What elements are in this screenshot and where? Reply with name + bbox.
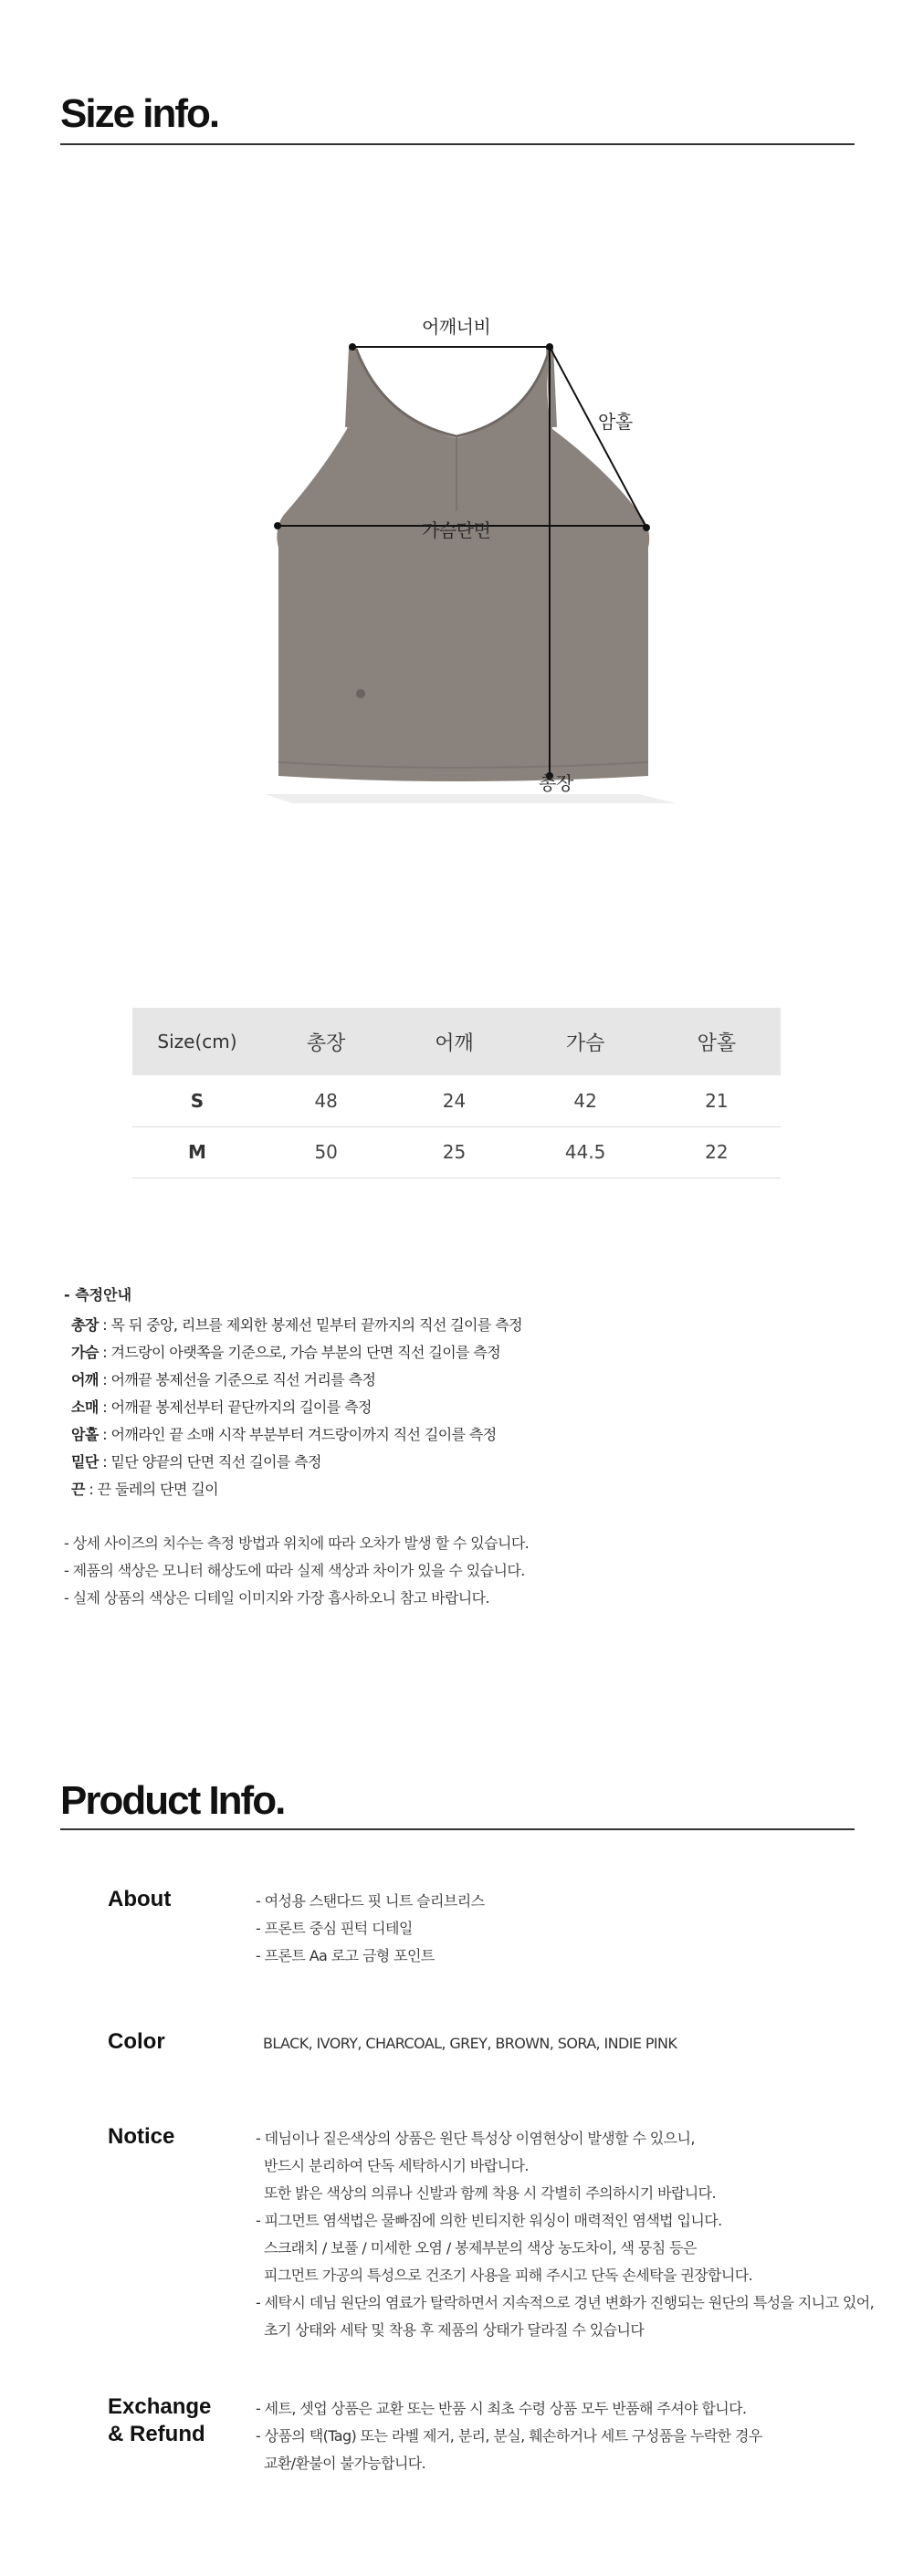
size-table (132, 1008, 781, 1178)
guide-text: : 겨드랑이 아랫쪽을 기준으로, 가슴 부분의 단면 직선 길이를 측정 (98, 1344, 501, 1361)
guide-item (64, 1421, 522, 1449)
about-line: - 프론트 Aa 로고 금형 포인트 (256, 1947, 435, 1964)
guide-text: : 어깨끝 봉제선을 기준으로 직선 거리를 측정 (98, 1371, 376, 1388)
measurement-guide (64, 1283, 522, 1503)
col-shoulder: 어깨 (390, 1008, 518, 1075)
table-cell: 44.5 (519, 1126, 653, 1178)
refund-label-line2: & Refund (108, 2422, 205, 2446)
table-cell: M (132, 1126, 262, 1178)
notice-lines (256, 2125, 874, 2344)
label-length: 총장 (539, 772, 573, 794)
guide-term: 총장 (71, 1316, 99, 1334)
guide-item (64, 1476, 522, 1503)
col-chest: 가슴 (519, 1008, 653, 1075)
table-row (132, 1075, 781, 1126)
table-cell: 48 (262, 1075, 390, 1126)
note-line: - 제품의 색상은 모니터 해상도에 따라 실제 색상과 차이가 있을 수 있습니다. (64, 1562, 525, 1579)
refund-line: 교환/환불이 불가능합니다. (256, 2455, 426, 2472)
color-line: BLACK, IVORY, CHARCOAL, GREY, BROWN, SORA, INDIE PINK (263, 2035, 677, 2052)
table-cell: 21 (653, 1075, 781, 1126)
size-table-header (132, 1008, 781, 1075)
product-info-title: Product Info. (60, 1778, 285, 1823)
table-cell: 25 (390, 1126, 518, 1178)
size-info-title: Size info. (60, 91, 219, 136)
color-label: Color (108, 2029, 165, 2054)
col-size: Size(cm) (132, 1008, 262, 1075)
guide-item (64, 1367, 522, 1394)
guide-item (64, 1394, 522, 1421)
guide-heading: - 측정안내 (64, 1286, 132, 1304)
table-row (132, 1126, 781, 1178)
notice-line: 초기 상태와 세탁 및 착용 후 제품의 상태가 달라질 수 있습니다 (256, 2321, 645, 2339)
col-armhole: 암홀 (653, 1008, 781, 1075)
about-line: - 프론트 중심 핀턱 디테일 (256, 1920, 413, 1937)
guide-term: 소매 (71, 1398, 99, 1416)
note-line: - 실제 상품의 색상은 디테일 이미지와 가장 흡사하오니 참고 바랍니다. (64, 1589, 490, 1607)
guide-text: : 밑단 양끝의 단면 직선 길이를 측정 (98, 1453, 321, 1471)
refund-label (108, 2393, 211, 2448)
table-cell: 24 (390, 1075, 518, 1126)
about-lines (256, 1888, 484, 1970)
guide-item (64, 1312, 522, 1339)
label-armhole: 암홀 (598, 411, 633, 433)
col-length: 총장 (262, 1008, 390, 1075)
guide-term: 끈 (71, 1481, 85, 1498)
notice-line: 스크래치 / 보풀 / 미세한 오염 / 봉제부분의 색상 농도차이, 색 뭉침 등은 (256, 2239, 697, 2257)
refund-lines (256, 2395, 762, 2477)
guide-item (64, 1339, 522, 1367)
label-shoulder: 어깨너비 (422, 316, 491, 338)
guide-term: 암홀 (71, 1426, 99, 1443)
guide-term: 밑단 (71, 1453, 99, 1471)
refund-line: - 세트, 셋업 상품은 교환 또는 반품 시 최초 수령 상품 모두 반품해 주셔야 합니다. (256, 2400, 747, 2417)
notice-line: 또한 밝은 색상의 의류나 신발과 함께 착용 시 각별히 주의하시기 바랍니다. (256, 2184, 716, 2202)
notice-line: 피그먼트 가공의 특성으로 건조기 사용을 피해 주시고 단독 손세탁을 권장합니다. (256, 2267, 753, 2284)
note-line: - 상세 사이즈의 치수는 측정 방법과 위치에 따라 오차가 발생 할 수 있습니다. (64, 1534, 530, 1552)
guide-item (64, 1449, 522, 1476)
notice-line: - 세탁시 데님 원단의 염료가 탈락하면서 지속적으로 경년 변화가 진행되는 원단의 특성을 지니고 있어, (256, 2294, 875, 2311)
garment-body (277, 347, 649, 781)
garment-illustration (237, 319, 676, 803)
guide-text: : 목 뒤 중앙, 리브를 제외한 봉제선 밑부터 끝까지의 직선 길이를 측정 (98, 1316, 522, 1334)
left-strap (349, 347, 352, 427)
size-notes (64, 1530, 529, 1612)
refund-line: - 상품의 택(Tag) 또는 라벨 제거, 분리, 분실, 훼손하거나 세트 구성품을 누락한 경우 (256, 2427, 762, 2445)
product-info-rule (60, 1828, 855, 1830)
guide-term: 어깨 (71, 1371, 99, 1388)
guide-term: 가슴 (71, 1344, 99, 1361)
table-cell: 50 (262, 1126, 390, 1178)
color-lines (263, 2030, 677, 2058)
label-chest: 가슴단면 (422, 519, 491, 541)
table-cell: S (132, 1075, 262, 1126)
about-line: - 여성용 스탠다드 핏 니트 슬리브리스 (256, 1892, 485, 1910)
table-cell: 42 (519, 1075, 653, 1126)
table-cell: 22 (653, 1126, 781, 1178)
notice-line: 반드시 분리하여 단독 세탁하시기 바랍니다. (256, 2157, 529, 2174)
refund-label-line1: Exchange (108, 2394, 212, 2419)
size-info-rule (60, 143, 855, 145)
about-label: About (108, 1887, 172, 1911)
notice-label: Notice (108, 2124, 175, 2149)
guide-text: : 어깨라인 끝 소매 시작 부분부터 겨드랑이까지 직선 길이를 측정 (98, 1426, 497, 1443)
notice-line: - 데님이나 짙은색상의 상품은 원단 특성상 이염현상이 발생할 수 있으니, (256, 2130, 695, 2147)
guide-text: : 어깨끝 봉제선부터 끝단까지의 길이를 측정 (98, 1398, 372, 1416)
guide-text: : 끈 둘레의 단면 길이 (84, 1481, 218, 1498)
notice-line: - 피그먼트 염색법은 물빠짐에 의한 빈티지한 워싱이 매력적인 염색법 입니다. (256, 2212, 722, 2229)
logo-mark (356, 689, 365, 698)
